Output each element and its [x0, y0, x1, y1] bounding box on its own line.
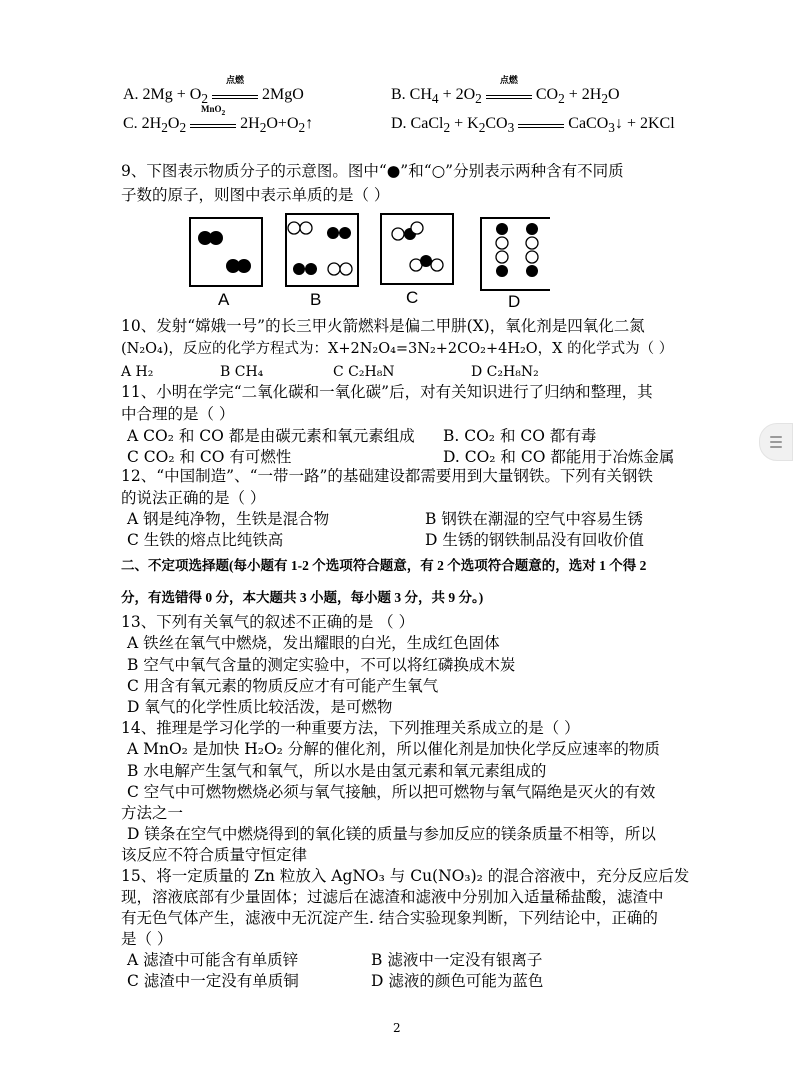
q12-option-a: A 钢是纯净物，生铁是混合物 — [127, 510, 330, 528]
menu-lines-icon-line-2 — [770, 441, 782, 443]
q13-option-a: A 铁丝在氧气中燃烧，发出耀眼的白光，生成红色固体 — [127, 634, 500, 652]
molecule-diagram — [180, 210, 550, 315]
q14-option-b: B 水电解产生氢气和氧气，所以水是由氢元素和氧元素组成的 — [127, 762, 547, 780]
q11-line-1: 11、小明在学完“二氧化碳和一氧化碳”后，对有关知识进行了归纳和整理，其 — [121, 383, 653, 401]
q10-option-a: A H₂ — [121, 364, 154, 380]
q8-option-c: C. $2H_2O_2$ MnO$_2$ $2H_2O+O_2↑$ — [123, 104, 314, 136]
q13-option-b: B 空气中氧气含量的测定实验中，不可以将红磷换成木炭 — [127, 656, 516, 674]
q11-option-a: A CO₂ 和 CO 都是由碳元素和氧元素组成 — [127, 427, 415, 445]
q10-option-d: D C₂H₈N₂ — [471, 364, 539, 380]
q11-line-2: 中合理的是（ ） — [121, 405, 235, 423]
q15-line-4: 是（ ） — [121, 930, 173, 948]
page-number: 2 — [393, 1021, 401, 1035]
q10-option-b: B CH₄ — [220, 364, 264, 380]
q15-line-1: 15、将一定质量的 Zn 粒放入 AgNO₃ 与 Cu(NO₃)₂ 的混合溶液中，充分反应后发 — [121, 867, 690, 885]
q11-option-c: C CO₂ 和 CO 有可燃性 — [127, 448, 292, 466]
q13-option-d: D 氧气的化学性质比较活泼，是可燃物 — [127, 698, 393, 716]
q9-line-2: 子数的原子，则图中表示单质的是（ ） — [121, 186, 390, 204]
q15-line-2: 现，溶液底部有少量固体；过滤后在滤渣和滤液中分别加入适量稀盐酸，滤渣中 — [121, 888, 664, 906]
q12-line-1: 12、“中国制造”、“一带一路”的基础建设都需要用到大量钢铁。下列有关钢铁 — [121, 467, 653, 485]
section-2-line-2: 分，有选错得 0 分，本大题共 3 小题，每小题 3 分，共 9 分。) — [121, 590, 484, 605]
q11-option-d: D. CO₂ 和 CO 都能用于冶炼金属 — [443, 448, 675, 466]
q12-option-b: B 钢铁在潮湿的空气中容易生锈 — [425, 510, 643, 528]
q12-option-d: D 生锈的钢铁制品没有回收价值 — [425, 531, 644, 549]
q13-stem: 13、下列有关氧气的叙述不正确的是 （ ） — [121, 613, 415, 631]
q15-option-c: C 滤渣中一定没有单质铜 — [127, 972, 299, 990]
q14-option-d-line-1: D 镁条在空气中燃烧得到的氧化镁的质量与参加反应的镁条质量不相等，所以 — [127, 825, 656, 843]
box-d — [481, 218, 550, 290]
label-d: D — [508, 292, 521, 311]
q10-option-c: C C₂H₈N — [333, 364, 395, 380]
section-2-line-1: 二、不定项选择题(每小题有 1-2 个选项符合题意，有 2 个选项符合题意的，选对 1 个得 2 — [121, 558, 647, 573]
menu-lines-icon — [770, 436, 782, 438]
label-a: A — [218, 290, 230, 309]
q14-option-d-line-2: 该反应不符合质量守恒定律 — [121, 846, 308, 864]
q10-line-2: (N₂O₄)，反应的化学方程式为：X+2N₂O₄=3N₂+2CO₂+4H₂O，X 的化学式为（ ） — [121, 341, 674, 357]
q9-line-1: 9、下图表示物质分子的示意图。图中“●”和“○”分别表示两种含有不同质 — [121, 162, 624, 180]
side-menu-button[interactable] — [759, 423, 793, 461]
q15-option-d: D 滤液的颜色可能为蓝色 — [371, 972, 544, 990]
label-b: B — [310, 290, 322, 309]
label-c: C — [406, 288, 419, 307]
q10-line-1: 10、发射“嫦娥一号”的长三甲火箭燃料是偏二甲肼(X)，氧化剂是四氧化二氮 — [121, 317, 645, 335]
q14-stem: 14、推理是学习化学的一种重要方法，下列推理关系成立的是（ ） — [121, 719, 580, 737]
q13-option-c: C 用含有氧元素的物质反应才有可能产生氧气 — [127, 677, 439, 695]
menu-lines-icon-line-3 — [770, 446, 782, 448]
box-a — [190, 218, 262, 286]
q12-option-c: C 生铁的熔点比纯铁高 — [127, 531, 284, 549]
q8-option-d: D. CaCl$_2$ + $K_2CO_3$ CaCO$_3$↓ + 2KCl — [391, 115, 675, 136]
q11-option-b: B. CO₂ 和 CO 都有毒 — [443, 427, 597, 445]
q14-option-c-line-1: C 空气中可燃物燃烧必须与氧气接触，所以把可燃物与氧气隔绝是灭火的有效 — [127, 783, 656, 801]
q8-option-b: B. $CH_4 + 2O_2$ 点燃 $CO_2 + 2H_2O$ — [391, 75, 620, 107]
q8-option-a: A. $2Mg + O_2$ 点燃 2MgO — [123, 75, 304, 107]
q15-option-a: A 滤渣中可能含有单质锌 — [127, 951, 299, 969]
q14-option-c-line-2: 方法之一 — [121, 804, 184, 822]
q12-line-2: 的说法正确的是（ ） — [121, 489, 266, 507]
q15-line-3: 有无色气体产生，滤液中无沉淀产生. 结合实验现象判断，下列结论中，正确的 — [121, 909, 658, 927]
q14-option-a: A MnO₂ 是加快 H₂O₂ 分解的催化剂，所以催化剂是加快化学反应速率的物质 — [127, 740, 660, 758]
q15-option-b: B 滤液中一定没有银离子 — [371, 951, 543, 969]
